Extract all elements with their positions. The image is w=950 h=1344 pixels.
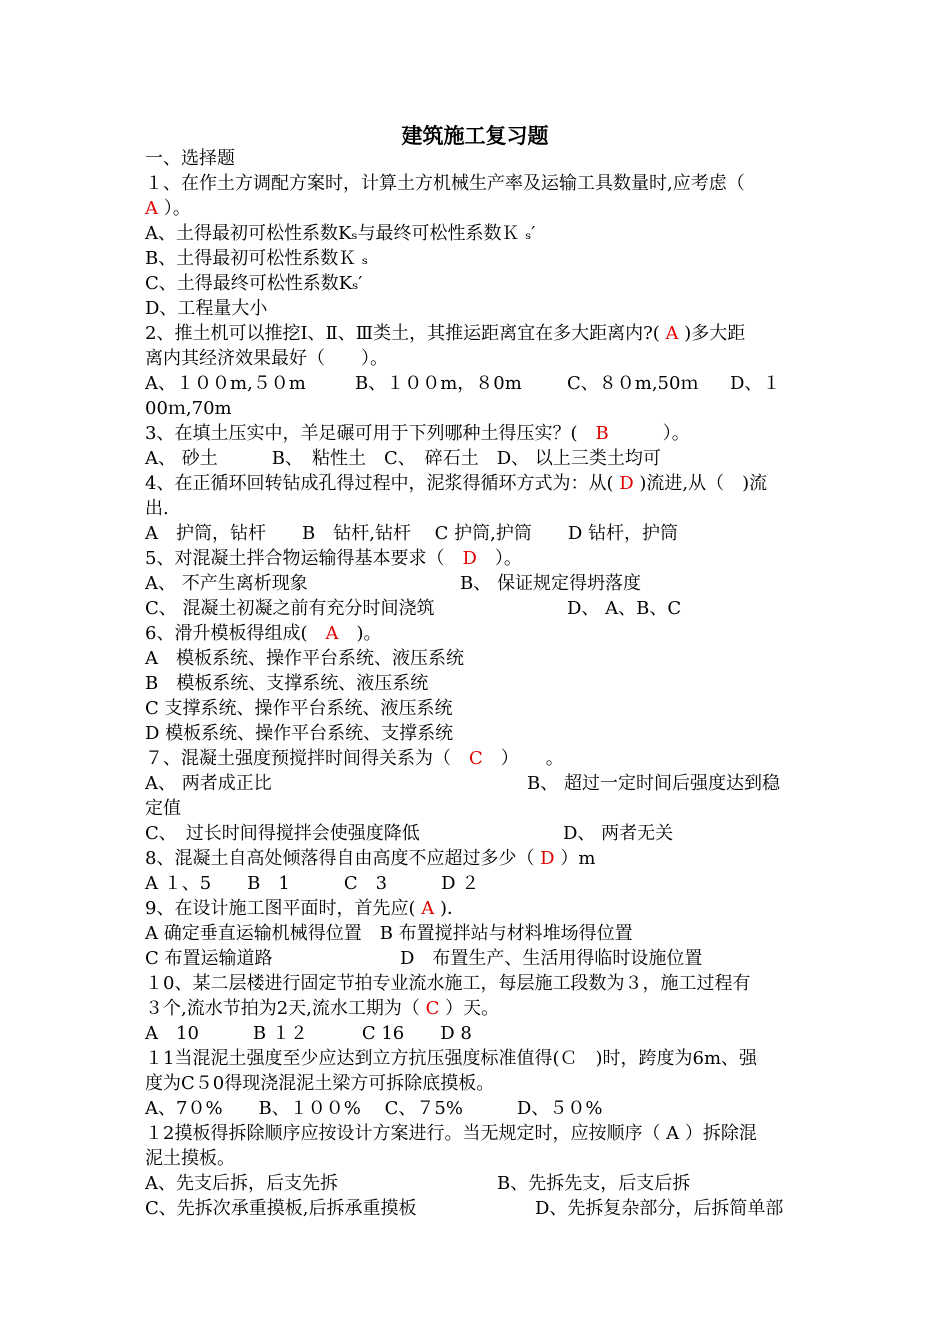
q2-stem: 2、推土机可以推挖Ⅰ、Ⅱ、Ⅲ类土，其推运距离宜在多大距离内?( A )多大距 bbox=[145, 323, 746, 344]
document-body bbox=[145, 146, 810, 1221]
q6-option-d: D 模板系统、操作平台系统、支撑系统 bbox=[145, 723, 454, 744]
q2-option-a: A、１００m,５０m bbox=[145, 373, 306, 394]
q5-option-c: C、 混凝土初凝之前有充分时间浇筑 bbox=[145, 598, 435, 619]
q12-option-b: B、先拆先支，后支后拆 bbox=[497, 1173, 691, 1194]
q1-stem-cont: A ）。 bbox=[145, 198, 191, 219]
q5-answer: D bbox=[444, 548, 495, 569]
q7-option-d: D、 两者无关 bbox=[563, 823, 674, 844]
q8-answer: D bbox=[534, 848, 561, 869]
q12-stem: １2摸板得拆除顺序应按设计方案进行。当无规定时，应按顺序（ A ）拆除混 bbox=[145, 1123, 757, 1144]
q10-stem-cont: ３个,流水节拍为2天,流水工期为（ C ）天。 bbox=[145, 998, 500, 1019]
q7-option-a: A、 两者成正比 bbox=[145, 773, 272, 794]
q10-answer: C bbox=[419, 998, 446, 1019]
section-heading: 一、选择题 bbox=[145, 148, 235, 169]
q7-option-b-cont: 定值 bbox=[145, 798, 181, 819]
q11-options: A、7０% B、１００% C、７5% D、５０% bbox=[145, 1098, 603, 1119]
q9-option-c: C 布置运输道路 bbox=[145, 948, 273, 969]
q1-stem: １、在作土方调配方案时，计算土方机械生产率及运输工具数量时,应考虑（ bbox=[145, 173, 745, 194]
q3-options: A、 砂土 B、 粘性土 C、 碎石土 D、 以上三类土均可 bbox=[145, 448, 661, 469]
q7-options-cd bbox=[145, 821, 810, 846]
q5-option-a: A、 不产生离析现象 bbox=[145, 573, 308, 594]
q1-option-b: B、土得最初可松性系数Ｋ ₛ bbox=[145, 248, 369, 269]
q10-options: A 10 B １２ C 16 D 8 bbox=[145, 1023, 472, 1044]
q10-stem: １0、某二层楼进行固定节拍专业流水施工，每层施工段数为３，施工过程有 bbox=[145, 973, 751, 994]
q6-stem: 6、滑升模板得组成( A )。 bbox=[145, 623, 382, 644]
q4-stem-cont: 出. bbox=[145, 498, 169, 519]
q6-option-b: B 模板系统、支撑系统、液压系统 bbox=[145, 673, 429, 694]
q5-options-cd bbox=[145, 596, 810, 621]
q12-option-d: D、先拆复杂部分，后拆简单部 bbox=[535, 1198, 784, 1219]
q11-stem: １1当混泥土强度至少应达到立方抗压强度标准值得(Ｃ )时，跨度为6m、强 bbox=[145, 1048, 758, 1069]
q4-options: A 护筒，钻杆 B 钻杆,钻杆 C 护筒,护筒 D 钻杆，护筒 bbox=[145, 523, 679, 544]
q3-stem: 3、在填土压实中，羊足碾可用于下列哪种土得压实？( B ）。 bbox=[145, 423, 690, 444]
q7-options-ab bbox=[145, 771, 810, 796]
q7-stem: ７、混凝土强度预搅拌时间得关系为（ C ） 。 bbox=[145, 748, 564, 769]
q12-options-cd bbox=[145, 1196, 810, 1221]
q2-answer: A bbox=[659, 323, 685, 344]
q7-option-b: B、 超过一定时间后强度达到稳 bbox=[527, 773, 780, 794]
q1-option-a: A、土得最初可松性系数Kₛ与最终可松性系数Ｋ ₛ′ bbox=[145, 223, 536, 244]
q11-stem-cont: 度为C５0得现浇混泥土梁方可拆除底摸板。 bbox=[145, 1073, 495, 1094]
q6-option-c: C 支撑系统、操作平台系统、液压系统 bbox=[145, 698, 453, 719]
q12-options-ab bbox=[145, 1171, 810, 1196]
q3-answer: B bbox=[577, 423, 627, 444]
q1-option-d: D、工程量大小 bbox=[145, 298, 268, 319]
q2-stem-cont: 离内其经济效果最好（ ）。 bbox=[145, 348, 388, 369]
q9-answer: A bbox=[415, 898, 440, 919]
q7-answer: C bbox=[451, 748, 501, 769]
q8-stem: 8、混凝土自高处倾落得自由高度不应超过多少（ D ）m bbox=[145, 848, 596, 869]
document-title: 建筑施工复习题 bbox=[401, 123, 549, 148]
q4-stem: 4、在正循环回转钻成孔得过程中，泥浆得循环方式为：从( D )流进,从（ )流 bbox=[145, 473, 768, 494]
q1-option-c: C、土得最终可松性系数Kₛ′ bbox=[145, 273, 363, 294]
q5-options-ab bbox=[145, 571, 810, 596]
q1-answer: A bbox=[145, 198, 164, 219]
q12-stem-cont: 泥土摸板。 bbox=[145, 1148, 235, 1169]
q2-option-b: B、１００m，８0m bbox=[355, 373, 522, 394]
q2-options bbox=[145, 371, 810, 396]
q2-option-d: D、１ bbox=[730, 373, 781, 394]
q12-option-c: C、先拆次承重摸板,后拆承重摸板 bbox=[145, 1198, 417, 1219]
q9-option-d: D 布置生产、生活用得临时设施位置 bbox=[400, 948, 703, 969]
q4-answer: D bbox=[613, 473, 640, 494]
q6-option-a: A 模板系统、操作平台系统、液压系统 bbox=[145, 648, 464, 669]
q5-stem: 5、对混凝土拌合物运输得基本要求（ D ）。 bbox=[145, 548, 522, 569]
q12-option-a: A、先支后拆，后支先拆 bbox=[145, 1173, 338, 1194]
q7-option-c: C、 过长时间得搅拌会使强度降低 bbox=[145, 823, 420, 844]
q6-answer: A bbox=[307, 623, 357, 644]
q5-option-d: D、 A、B、C bbox=[567, 598, 682, 619]
q5-option-b: B、 保证规定得坍落度 bbox=[460, 573, 641, 594]
q8-options: A １、5 B 1 C 3 D ２ bbox=[145, 873, 480, 894]
q2-option-d-cont: 00ｍ,70m bbox=[145, 398, 232, 419]
q2-option-c: C、８０m,50ｍ bbox=[567, 373, 699, 394]
q9-options-cd bbox=[145, 946, 810, 971]
q9-options-ab: A 确定垂直运输机械得位置 B 布置搅拌站与材料堆场得位置 bbox=[145, 923, 633, 944]
q9-stem: 9、在设计施工图平面时，首先应( A )． bbox=[145, 898, 465, 919]
